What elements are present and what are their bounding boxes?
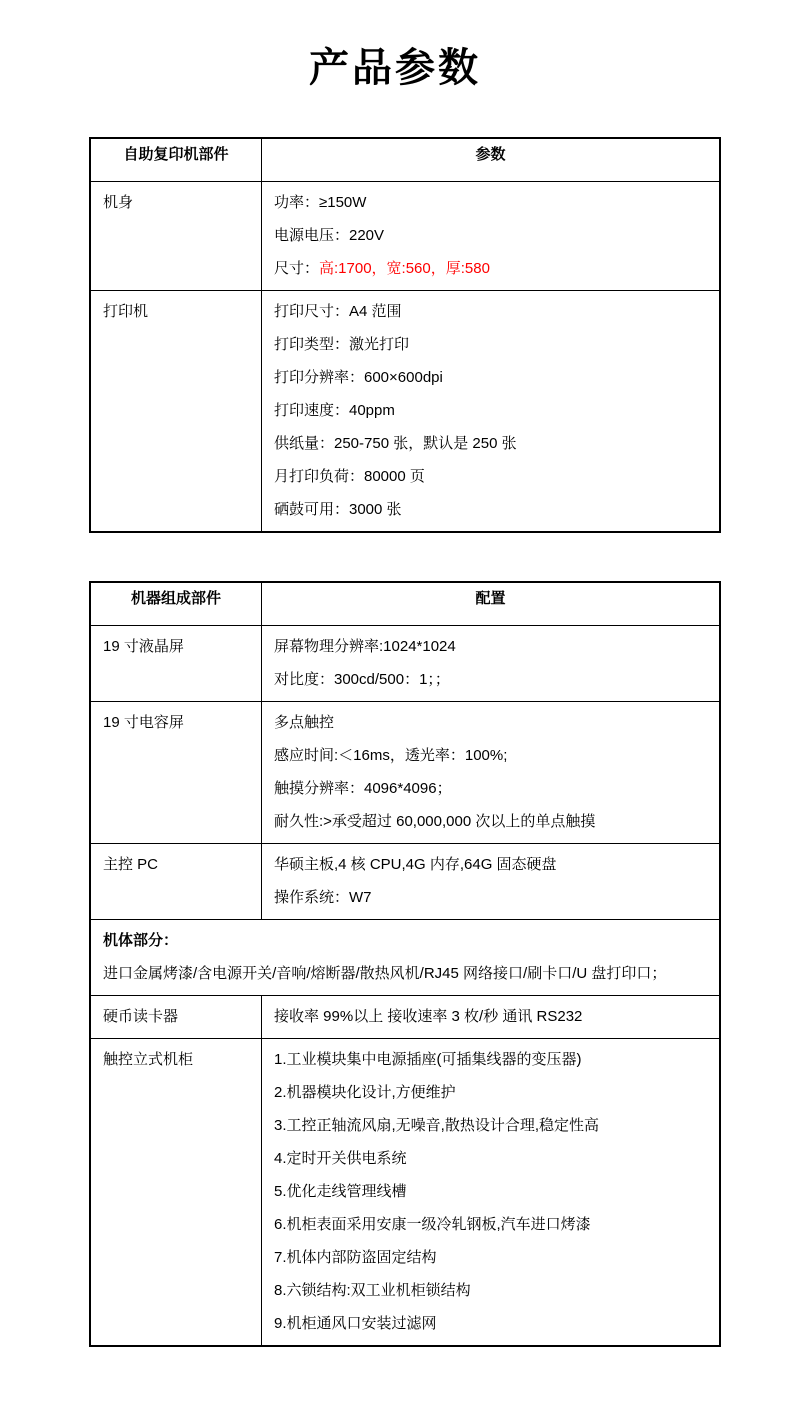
spec-line: 多点触控 [274, 714, 335, 731]
spec-line: 操作系统：W7 [274, 889, 372, 906]
spec-line: 触摸分辨率：4096*4096； [274, 780, 452, 797]
body-section-title: 机体部分： [103, 932, 179, 949]
dimension-value-red: 高:1700，宽:560，厚:580 [319, 260, 490, 277]
table-header-row [90, 582, 720, 626]
row-value-machine-body [262, 182, 721, 291]
spec-line: 接收率 99%以上 接收速率 3 枚/秒 通讯 RS232 [274, 1008, 583, 1025]
row-value-coin-reader [262, 996, 721, 1039]
row-label-text: 19 寸液晶屏 [103, 638, 184, 655]
row-label-text: 主控 PC [103, 856, 159, 873]
spec-line: 硒鼓可用：3000 张 [274, 501, 402, 518]
dimension-prefix: 尺寸： [274, 260, 320, 277]
body-section-text: 进口金属烤漆/含电源开关/音响/熔断器/散热风机/RJ45 网络接口/刷卡口/U 盘打印口； [103, 965, 667, 982]
spec-line: 耐久性:>承受超过 60,000,000 次以上的单点触摸 [274, 813, 596, 830]
spec-line: 3.工控正轴流风扇,无噪音,散热设计合理,稳定性高 [274, 1117, 600, 1134]
spec-line: 屏幕物理分辨率:1024*1024 [274, 638, 456, 655]
copier-parts-table [89, 137, 721, 533]
spec-line-dimensions [274, 252, 707, 285]
spec-line: 电源电压：220V [274, 227, 385, 244]
row-value-main-pc [262, 844, 721, 920]
row-value-printer [262, 291, 721, 533]
row-label-text: 硬币读卡器 [103, 1008, 179, 1025]
row-value-lcd-screen [262, 626, 721, 702]
spec-line: 月打印负荷：80000 页 [274, 468, 425, 485]
table-row-coin-reader [90, 996, 720, 1039]
spec-line: 8.六锁结构:双工业机柜锁结构 [274, 1282, 471, 1299]
spec-line: 4.定时开关供电系统 [274, 1150, 407, 1167]
spec-line: 华硕主板,4 核 CPU,4G 内存,64G 固态硬盘 [274, 856, 557, 873]
spec-line: 6.机柜表面采用安康一级冷轧钢板,汽车进口烤漆 [274, 1216, 591, 1233]
table-row-body-section [90, 920, 720, 996]
spec-line: 7.机体内部防盗固定结构 [274, 1249, 437, 1266]
row-label-machine-body [90, 182, 262, 291]
row-label-text: 打印机 [103, 303, 149, 320]
table-row-body [90, 182, 720, 291]
table-row-printer [90, 291, 720, 533]
spec-line: 供纸量：250-750 张，默认是 250 张 [274, 435, 517, 452]
machine-components-table [89, 581, 721, 1347]
spec-line: 5.优化走线管理线槽 [274, 1183, 407, 1200]
spec-line: 对比度：300cd/500：1；； [274, 671, 450, 688]
table-header-row [90, 138, 720, 182]
table-row-touchscreen [90, 702, 720, 844]
table1-header-parts: 自助复印机部件 [90, 138, 262, 182]
spec-line: 感应时间:＜16ms，透光率：100%; [274, 747, 508, 764]
table1-header-params: 参数 [262, 138, 721, 182]
page-title: 产品参数 [309, 46, 481, 90]
table2-header-components: 机器组成部件 [90, 582, 262, 626]
spec-line: 9.机柜通风口安装过滤网 [274, 1315, 437, 1332]
table-row-cabinet [90, 1039, 720, 1347]
spec-line: 打印类型：激光打印 [274, 336, 410, 353]
spec-line: 打印分辨率：600×600dpi [274, 369, 443, 386]
row-label-text: 19 寸电容屏 [103, 714, 184, 731]
spec-line: 打印速度：40ppm [274, 402, 395, 419]
table2-header-config: 配置 [262, 582, 721, 626]
row-label-text: 机身 [103, 194, 134, 211]
spec-line: 2.机器模块化设计,方便维护 [274, 1084, 456, 1101]
row-label-printer [90, 291, 262, 533]
row-label-coin-reader [90, 996, 262, 1039]
row-value-capacitive-screen [262, 702, 721, 844]
product-spec-page [0, 44, 790, 1408]
row-label-text: 触控立式机柜 [103, 1051, 194, 1068]
table-row-pc [90, 844, 720, 920]
spec-line: 打印尺寸：A4 范围 [274, 303, 402, 320]
row-label-lcd-screen [90, 626, 262, 702]
row-label-touch-cabinet [90, 1039, 262, 1347]
row-label-main-pc [90, 844, 262, 920]
row-value-touch-cabinet [262, 1039, 721, 1347]
row-label-capacitive-screen [90, 702, 262, 844]
table-row-lcd [90, 626, 720, 702]
spec-line: 功率：≥150W [274, 194, 367, 211]
spec-line: 1.工业模块集中电源插座(可插集线器的变压器) [274, 1051, 582, 1068]
merged-row-body-section [90, 920, 720, 996]
